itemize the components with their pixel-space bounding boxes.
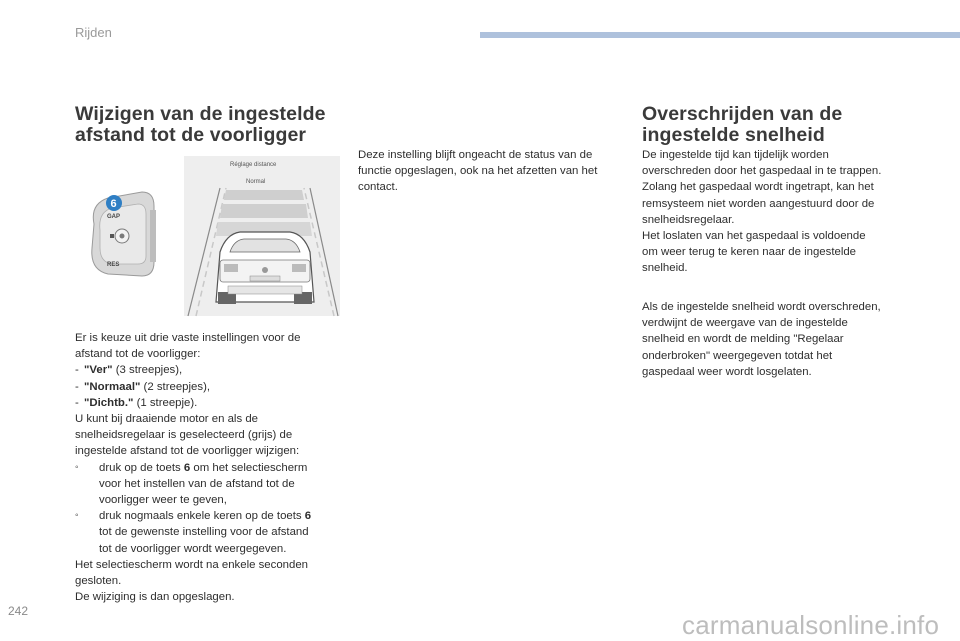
text-line: Zolang het gaspedaal wordt ingetrapt, kan het [642,181,874,194]
closing-line: Het selectiescherm wordt na enkele seconden [75,558,309,571]
dash: - [75,364,79,377]
bullet-arrow-icon: ◦ [75,461,79,473]
text-line: functie opgeslagen, ook na het afzetten van het [358,165,598,178]
gap-label: GAP [107,214,121,220]
distance-screen [184,156,340,316]
option-item [75,379,340,395]
text-line: gaspedaal weer wordt losgelaten. [642,365,812,378]
option-desc: (2 streepjes), [140,380,211,393]
step-text: voorligger weer te geven, [99,494,227,507]
text-line: verdwijnt de weergave van de ingestelde [642,317,848,330]
text-line: Het loslaten van het gaspedaal is voldoende [642,230,866,243]
dash: - [75,396,79,409]
heading-line: Wijzigen van de ingestelde [75,103,326,125]
watermark: carmanualsonline.info [682,610,940,640]
option-name: "Dichtb." [84,396,134,409]
text-line: overschreden door het gaspedaal in te trappen. [642,165,882,178]
res-label: RES [107,262,120,268]
setting-title: Réglage distance [230,162,277,168]
option-item [75,395,340,411]
right-column-text [642,147,912,277]
section-label: Rijden [75,25,112,40]
step-item [75,508,340,557]
text-line: om weer terug te keren naar de ingestelde [642,246,857,259]
header-bar [480,32,960,38]
option-name: "Ver" [84,364,113,377]
intro-line: Er is keuze uit drie vaste instellingen voor de [75,332,301,344]
condition-line: ingestelde afstand tot de voorligger wijzigen: [75,445,300,458]
heading-line: Overschrijden van de [642,103,843,125]
button-number-badge: 6 [110,198,117,210]
step-item [75,460,340,509]
text-line: remsysteem niet worden aangestuurd door de [642,197,875,210]
cruise-control-car-icon [216,232,314,304]
step-text: tot de voorligger wordt weergegeven. [99,542,287,555]
final-line: De wijziging is dan opgeslagen. [75,591,235,604]
key-number: 6 [304,510,312,523]
steering-stalk-icon [92,192,156,276]
text-line: contact. [358,181,398,194]
text-line: Als de ingestelde snelheid wordt overschreden, [642,301,881,313]
dash: - [75,380,79,393]
heading-line: ingestelde snelheid [642,124,825,146]
key-number: 6 [183,461,191,474]
step-text: druk nogmaals enkele keren op de toets [99,510,305,523]
bullet-arrow-icon: ◦ [75,510,79,522]
intro-line: afstand tot de voorligger: [75,348,201,361]
text-line: snelheid en wordt de melding "Regelaar [642,333,844,346]
step-text: druk op de toets [99,461,184,474]
option-desc: (1 streepje). [133,396,198,409]
heading-line: afstand tot de voorligger [75,124,307,146]
heading-distance [75,104,326,146]
condition-line: U kunt bij draaiende motor en als de [75,413,258,426]
middle-column-text [358,147,628,196]
page-number: 242 [8,604,29,618]
right-column-text-2 [642,299,912,380]
condition-line: snelheidsregelaar is geselecteerd (grijs) de [75,429,293,442]
option-name: "Normaal" [84,380,141,393]
step-text: tot de gewenste instelling voor de afstand [99,526,309,539]
option-desc: (3 streepjes), [112,364,183,377]
text-line: onderbroken" weergegeven totdat het [642,349,833,362]
step-text: voor het instellen van de afstand tot de [99,477,295,490]
setting-value: Normal [246,179,266,185]
heading-override-speed [642,104,842,146]
closing-line: gesloten. [75,575,122,588]
step-text: om het selectiescherm [190,461,308,474]
text-line: snelheidsregelaar. [642,213,735,226]
distance-setting-illustration [80,152,342,320]
option-item [75,362,340,378]
left-column-text [75,330,340,605]
text-line: snelheid. [642,262,688,275]
text-line: De ingestelde tijd kan tijdelijk worden [642,149,829,161]
text-line: Deze instelling blijft ongeacht de status van de [358,149,593,161]
